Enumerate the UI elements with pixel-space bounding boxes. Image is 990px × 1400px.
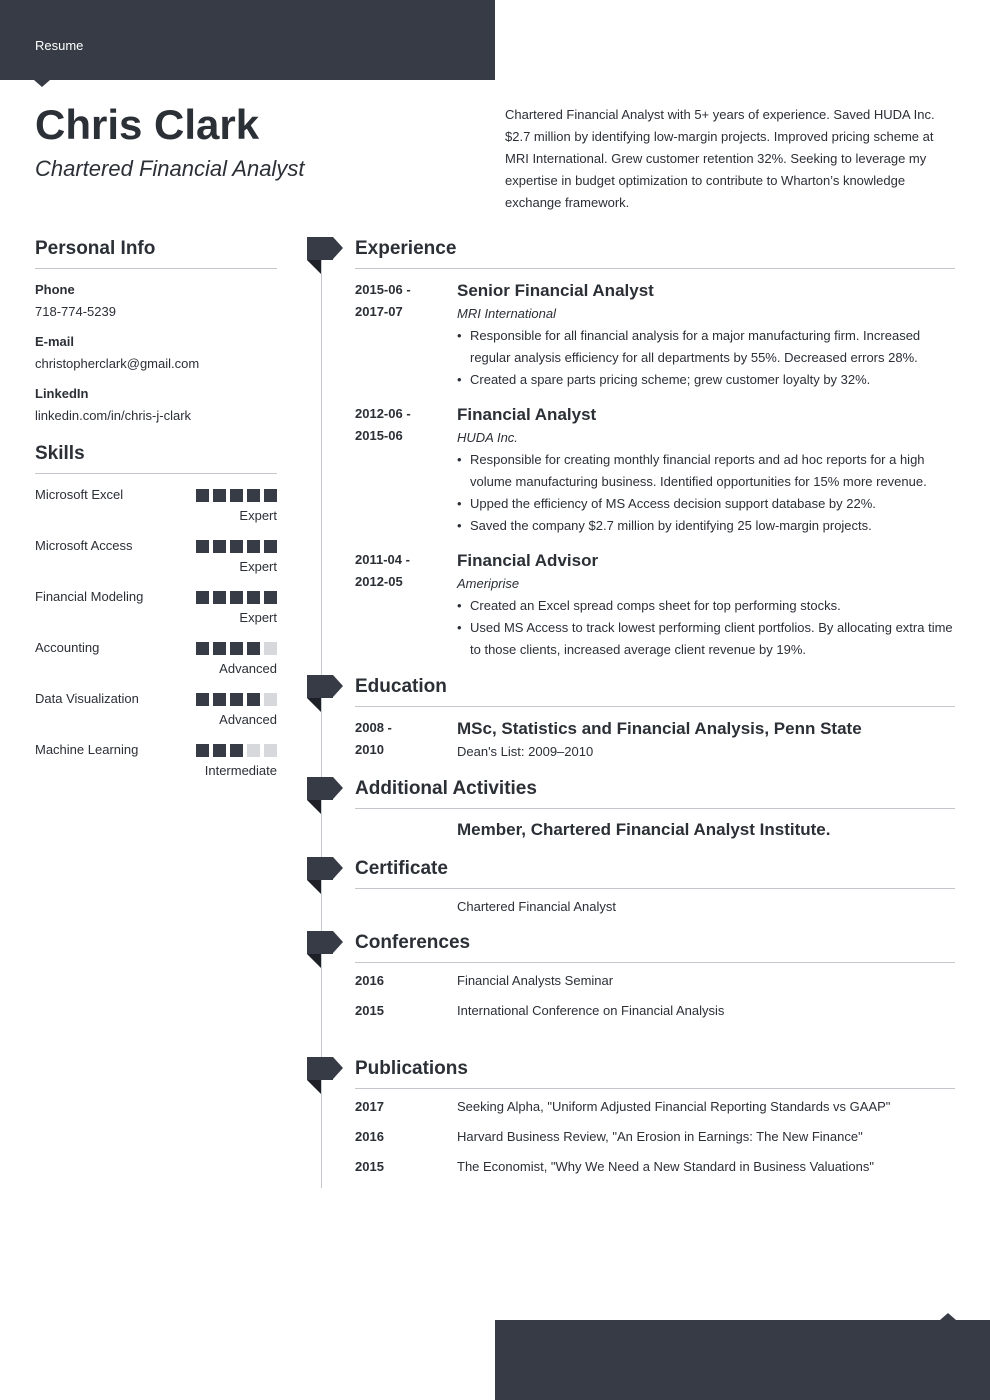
rating-square-filled	[264, 489, 277, 502]
rating-square-empty	[264, 744, 277, 757]
rating-square-filled	[213, 744, 226, 757]
rating-square-filled	[247, 693, 260, 706]
personal-info-list	[35, 281, 277, 425]
email-label: E-mail	[35, 334, 75, 349]
skill-item	[35, 474, 277, 525]
rating-square-filled	[213, 693, 226, 706]
entry-date: 2011-04 - 2012-05	[355, 552, 410, 589]
entry-role: Senior Financial Analyst	[457, 281, 654, 300]
header-band-notch	[34, 80, 50, 87]
skill-rating	[196, 693, 277, 706]
footer-band	[495, 1320, 990, 1400]
rating-square-filled	[213, 591, 226, 604]
publication-year: 2016	[355, 1129, 384, 1144]
rating-square-filled	[196, 540, 209, 553]
experience-heading: Experience	[355, 236, 955, 269]
rating-square-filled	[230, 693, 243, 706]
rating-square-empty	[264, 693, 277, 706]
entry-bullets	[457, 449, 955, 537]
skill-level: Expert	[239, 559, 277, 574]
candidate-title: Chartered Financial Analyst	[35, 156, 305, 181]
entry-bullets	[457, 595, 955, 661]
footer-band-notch	[940, 1313, 956, 1320]
rating-square-filled	[247, 642, 260, 655]
entry-bullet: • Saved the company $2.7 million by identifying 25 low-margin projects.	[457, 515, 955, 537]
section-marker-icon	[307, 237, 343, 274]
skill-name: Financial Modeling	[35, 589, 144, 604]
linkedin-value: linkedin.com/in/chris-j-clark	[35, 408, 192, 423]
skill-name: Microsoft Excel	[35, 487, 124, 502]
conference-text: Financial Analysts Seminar	[457, 973, 614, 988]
rating-square-filled	[196, 693, 209, 706]
publication-text: Harvard Business Review, "An Erosion in Earnings: The New Finance"	[457, 1129, 863, 1144]
skill-name: Data Visualization	[35, 691, 139, 706]
section-marker-icon	[307, 1057, 343, 1094]
email-value: christopherclark@gmail.com	[35, 356, 200, 371]
conferences-heading: Conferences	[355, 930, 955, 963]
rating-square-filled	[196, 591, 209, 604]
rating-square-filled	[230, 540, 243, 553]
skill-rating	[196, 591, 277, 604]
rating-square-filled	[247, 591, 260, 604]
rating-square-filled	[230, 591, 243, 604]
publications-heading: Publications	[355, 1056, 955, 1089]
entry-bullet: • Responsible for all financial analysis for a major manufacturing firm. Increased regular analysis efficiency for all departments by 55%. Decreased errors 28%.	[457, 325, 955, 369]
activity-item: Member, Chartered Financial Analyst Institute.	[457, 820, 831, 839]
activities-heading: Additional Activities	[355, 776, 955, 809]
publication-year: 2015	[355, 1159, 384, 1174]
linkedin-label: LinkedIn	[35, 386, 89, 401]
rating-square-filled	[247, 489, 260, 502]
timeline-line	[321, 258, 322, 1188]
header-band	[0, 0, 495, 80]
rating-square-filled	[213, 489, 226, 502]
skill-rating	[196, 489, 277, 502]
rating-square-filled	[196, 744, 209, 757]
skill-item	[35, 729, 277, 780]
entry-org: HUDA Inc.	[457, 430, 518, 445]
skill-level: Advanced	[219, 712, 277, 727]
entry-date: 2015-06 - 2017-07	[355, 282, 411, 319]
skill-rating	[196, 744, 277, 757]
entry-bullet: • Responsible for creating monthly financial reports and ad hoc reports for a high volume manufacturing business. Identified opportunities for 15% more revenue.	[457, 449, 955, 493]
skill-item	[35, 525, 277, 576]
conference-year: 2015	[355, 1003, 384, 1018]
skill-item	[35, 678, 277, 729]
entry-note: Dean's List: 2009–2010	[457, 744, 594, 759]
skills-list	[35, 474, 277, 780]
rating-square-filled	[230, 489, 243, 502]
entry-bullet: • Created an Excel spread comps sheet for top performing stocks.	[457, 595, 955, 617]
entry-date: 2012-06 - 2015-06	[355, 406, 411, 443]
entry-role: Financial Advisor	[457, 551, 599, 570]
entry-org: Ameriprise	[457, 576, 520, 591]
section-marker-icon	[307, 857, 343, 894]
phone-label: Phone	[35, 282, 75, 297]
skill-item	[35, 627, 277, 678]
education-heading: Education	[355, 674, 955, 707]
left-column	[35, 236, 277, 780]
entry-bullet: • Created a spare parts pricing scheme; grew customer loyalty by 32%.	[457, 369, 955, 391]
rating-square-filled	[230, 642, 243, 655]
entry-org: MRI International	[457, 306, 556, 321]
conference-text: International Conference on Financial Analysis	[457, 1003, 725, 1018]
publication-year: 2017	[355, 1099, 384, 1114]
skill-item	[35, 576, 277, 627]
rating-square-filled	[230, 744, 243, 757]
skill-level: Expert	[239, 610, 277, 625]
entry-date: 2008 - 2010	[355, 720, 392, 757]
certificate-item: Chartered Financial Analyst	[457, 899, 616, 914]
rating-square-filled	[196, 489, 209, 502]
certificate-heading: Certificate	[355, 856, 955, 889]
section-marker-icon	[307, 931, 343, 968]
skill-level: Advanced	[219, 661, 277, 676]
skill-rating	[196, 642, 277, 655]
entry-role: Financial Analyst	[457, 405, 597, 424]
publication-text: Seeking Alpha, "Uniform Adjusted Financial Reporting Standards vs GAAP"	[457, 1099, 891, 1114]
rating-square-empty	[264, 642, 277, 655]
band-label: Resume	[35, 38, 84, 53]
section-marker-icon	[307, 675, 343, 712]
skill-level: Expert	[239, 508, 277, 523]
rating-square-filled	[213, 642, 226, 655]
entry-bullet: • Upped the efficiency of MS Access decision support database by 22%.	[457, 493, 955, 515]
entry-bullet: • Used MS Access to track lowest performing client portfolios. By allocating extra time to those clients, increased average client revenue by 19%.	[457, 617, 955, 661]
personal-info-heading: Personal Info	[35, 236, 277, 269]
skill-level: Intermediate	[204, 763, 277, 778]
skill-name: Accounting	[35, 640, 100, 655]
rating-square-filled	[196, 642, 209, 655]
entry-degree: MSc, Statistics and Financial Analysis, Penn State	[457, 719, 862, 738]
candidate-name: Chris Clark	[35, 101, 260, 148]
section-marker-icon	[307, 777, 343, 814]
conference-year: 2016	[355, 973, 384, 988]
rating-square-filled	[213, 540, 226, 553]
skill-rating	[196, 540, 277, 553]
skill-name: Machine Learning	[35, 742, 139, 757]
rating-square-filled	[264, 540, 277, 553]
entry-bullets	[457, 325, 955, 391]
skills-heading: Skills	[35, 441, 277, 474]
rating-square-empty	[247, 744, 260, 757]
publication-text: The Economist, "Why We Need a New Standard in Business Valuations"	[457, 1159, 875, 1174]
rating-square-filled	[247, 540, 260, 553]
summary: Chartered Financial Analyst with 5+ years of experience. Saved HUDA Inc. $2.7 million by identifying low-margin projects. Improved pricing scheme at MRI International. Grew customer retention 32%. Seeking to leverage my expertise in budget optimization to contribute to Wharton’s knowledge exchange framework.	[505, 107, 935, 210]
phone-value: 718-774-5239	[35, 304, 116, 319]
skill-name: Microsoft Access	[35, 538, 133, 553]
rating-square-filled	[264, 591, 277, 604]
